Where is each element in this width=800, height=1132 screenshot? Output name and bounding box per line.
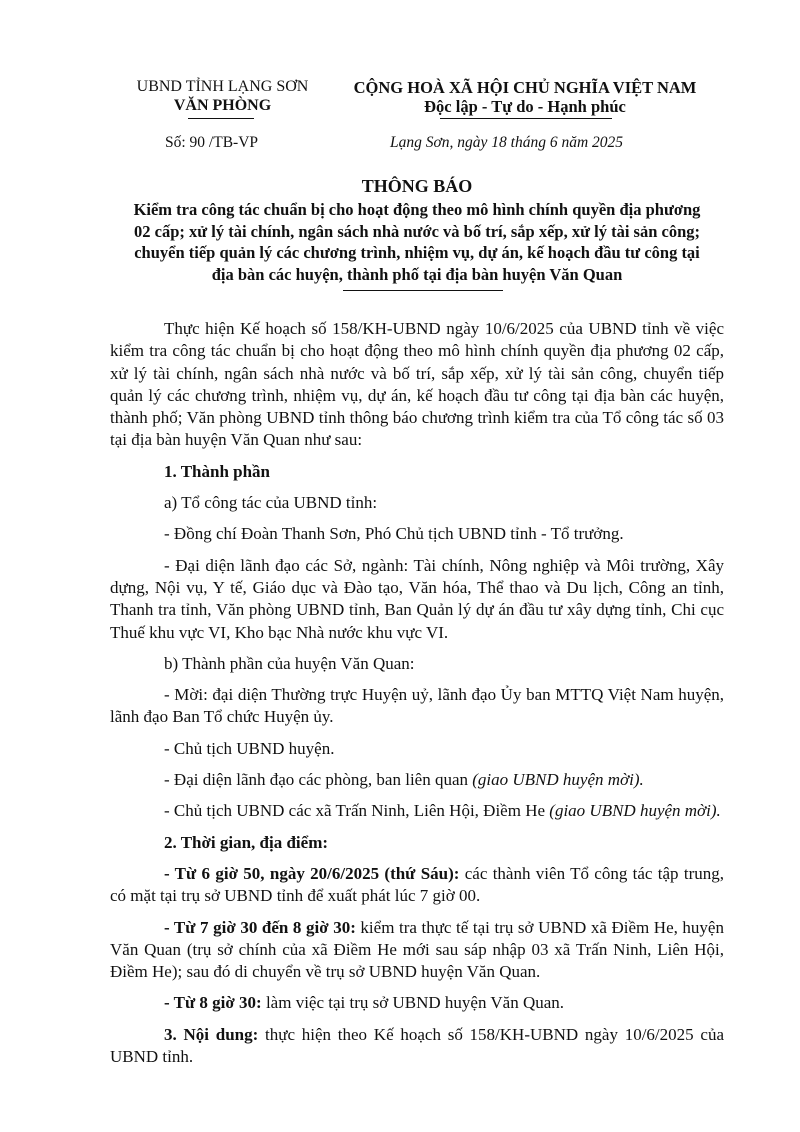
section-1a-item-1: - Đồng chí Đoàn Thanh Sơn, Phó Chủ tịch UBND tỉnh - Tổ trưởng. xyxy=(164,524,624,544)
title-underline xyxy=(343,290,503,291)
section-2-item-3 xyxy=(110,992,724,1014)
section-1b: b) Thành phần của huyện Văn Quan: xyxy=(164,653,415,673)
notice-subtitle: Kiểm tra công tác chuẩn bị cho hoạt động theo mô hình chính quyền địa phương 02 cấp; xử lý tài chính, ngân sách nhà nước và bố trí, sắp xếp, xử lý tài sản công; chuyển tiếp quản lý các chương trình, nhiệm vụ, dự án, kế hoạch đầu tư công tại địa bàn các huyện, thành phố tại địa bàn huyện Văn Quan xyxy=(133,200,701,284)
motto-underline xyxy=(440,118,612,119)
section-1b-item-3 xyxy=(110,769,724,791)
document-body xyxy=(110,318,724,1077)
section-3-text: thực hiện theo Kế hoạch số 158/KH-UBND ngày 10/6/2025 của UBND tỉnh. xyxy=(110,1024,724,1067)
section-3 xyxy=(110,1024,724,1069)
office-underline xyxy=(188,118,254,119)
notice-heading: THÔNG BÁO xyxy=(361,176,473,196)
item-text: kiểm tra thực tế tại trụ sở UBND xã Điềm He, huyện Văn Quan (trụ sở chính của xã Điềm He mới sau sáp nhập 03 xã Trấn Ninh, Liên Hội, Điềm He); sau đó di chuyển về trụ sở UBND huyện Văn Quan. xyxy=(110,917,724,982)
section-1b-item-4 xyxy=(110,800,724,822)
item-note: (giao UBND huyện mời). xyxy=(472,770,644,790)
item-text: - Chủ tịch UBND các xã Trấn Ninh, Liên Hội, Điềm He xyxy=(164,801,550,821)
section-1-heading: 1. Thành phần xyxy=(164,461,271,481)
section-1a-item-2: - Đại diện lãnh đạo các Sở, ngành: Tài chính, Nông nghiệp và Môi trường, Xây dựng, Nội vụ, Y tế, Giáo dục và Đào tạo, Văn hóa, Thể thao và Du lịch, Công an tỉnh, Thanh tra tỉnh, Văn phòng UBND tỉnh, Ban Quản lý dự án đầu tư xây dựng tỉnh, Chi cục Thuế khu vực VI, Kho bạc Nhà nước khu vực VI. xyxy=(110,555,724,642)
item-time: - Từ 6 giờ 50, ngày 20/6/2025 (thứ Sáu): xyxy=(164,863,460,883)
section-2-item-1 xyxy=(110,863,724,908)
issuing-office: VĂN PHÒNG xyxy=(173,97,272,114)
section-2-item-2 xyxy=(110,917,724,984)
item-text: - Đại diện lãnh đạo các phòng, ban liên quan xyxy=(164,770,473,790)
issuing-authority: UBND TỈNH LẠNG SƠN xyxy=(136,78,309,95)
section-1a: a) Tổ công tác của UBND tỉnh: xyxy=(164,493,378,513)
document-number: Số: 90 /TB-VP xyxy=(165,134,259,151)
section-3-heading: 3. Nội dung: xyxy=(164,1024,259,1044)
item-text: làm việc tại trụ sở UBND huyện Văn Quan. xyxy=(261,993,565,1013)
item-text: các thành viên Tổ công tác tập trung, có mặt tại trụ sở UBND tỉnh để xuất phát lúc 7 giờ 00. xyxy=(110,863,724,906)
item-note: (giao UBND huyện mời). xyxy=(549,801,721,821)
item-time: - Từ 8 giờ 30: xyxy=(164,993,262,1013)
section-2-heading: 2. Thời gian, địa điểm: xyxy=(164,832,329,852)
place-and-date: Lạng Sơn, ngày 18 tháng 6 năm 2025 xyxy=(390,134,624,151)
national-title: CỘNG HOÀ XÃ HỘI CHỦ NGHĨA VIỆT NAM xyxy=(353,78,697,97)
national-motto: Độc lập - Tự do - Hạnh phúc xyxy=(424,97,626,116)
section-1b-item-1: - Mời: đại diện Thường trực Huyện uỷ, lãnh đạo Ủy ban MTTQ Việt Nam huyện, lãnh đạo Ban Tổ chức Huyện ủy. xyxy=(110,685,724,727)
intro-paragraph: Thực hiện Kế hoạch số 158/KH-UBND ngày 10/6/2025 của UBND tỉnh về việc kiểm tra công tác chuẩn bị cho hoạt động theo mô hình chính quyền địa phương 02 cấp, xử lý tài chính, ngân sách nhà nước và bố trí, sắp xếp, xử lý tài sản công, chuyển tiếp quản lý các chương trình, nhiệm vụ, dự án, kế hoạch đầu tư công tại địa bàn các huyện, thành phố; Văn phòng UBND tỉnh thông báo chương trình kiểm tra của Tổ công tác số 03 tại địa bàn huyện Văn Quan như sau: xyxy=(110,319,724,450)
item-time: - Từ 7 giờ 30 đến 8 giờ 30: xyxy=(164,917,356,937)
section-1b-item-2: - Chủ tịch UBND huyện. xyxy=(164,738,335,758)
notice-title xyxy=(130,176,704,285)
